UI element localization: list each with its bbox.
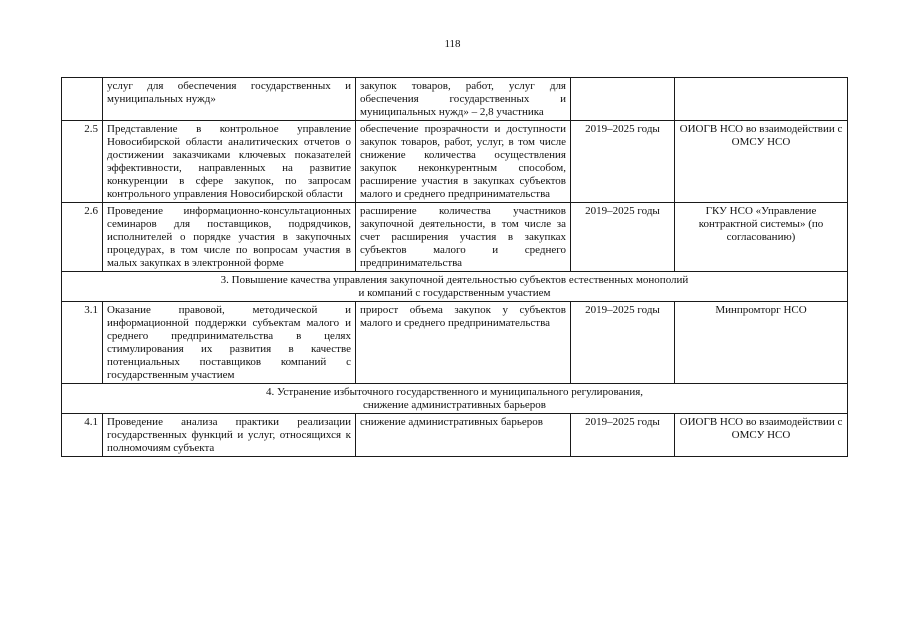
item-result: прирост объема закупок у субъектов малого и среднего предпринимательства — [356, 302, 571, 384]
item-responsible: ГКУ НСО «Управление контрактной системы» (по согласованию) — [675, 203, 848, 272]
section-heading-row — [62, 384, 848, 414]
section-heading-row — [62, 272, 848, 302]
item-activity: услуг для обеспечения государственных и муниципальных нужд» — [103, 78, 356, 121]
item-activity: Представление в контрольное управление Новосибирской области аналитических отчетов о достижении заказчиками ключевых показателей эффективности, направленных на развитие конкуренции в сфере закупок, по запросам контрольного управления Новосибирской области — [103, 121, 356, 203]
item-term: 2019–2025 годы — [571, 121, 675, 203]
section-heading-line: и компаний с государственным участием — [358, 287, 551, 299]
section-heading-line: снижение административных барьеров — [363, 399, 546, 411]
item-term: 2019–2025 годы — [571, 203, 675, 272]
item-responsible: ОИОГВ НСО во взаимодействии с ОМСУ НСО — [675, 121, 848, 203]
item-number — [62, 78, 103, 121]
table-row — [62, 78, 848, 121]
item-result: обеспечение прозрачности и доступности закупок товаров, работ, услуг, в том числе снижение количества осуществления закупок неконкурентным способом, расширение участия в закупках субъектов малого и среднего предпринимательства — [356, 121, 571, 203]
section-heading-line: 3. Повышение качества управления закупочной деятельностью субъектов естественных монополий — [220, 274, 689, 286]
item-activity: Проведение информационно-консультационных семинаров для поставщиков, подрядчиков, исполнителей о порядке участия в закупочных процедурах, в том числе по вопросам участия в малых закупках в электронной форме — [103, 203, 356, 272]
item-activity: Проведение анализа практики реализации государственных функций и услуг, относящихся к полномочиям субъекта — [103, 414, 356, 457]
item-responsible: Минпромторг НСО — [675, 302, 848, 384]
section-heading — [62, 384, 848, 414]
item-responsible: ОИОГВ НСО во взаимодействии с ОМСУ НСО — [675, 414, 848, 457]
item-number: 3.1 — [62, 302, 103, 384]
table-row — [62, 414, 848, 457]
item-number: 2.6 — [62, 203, 103, 272]
page-number: 118 — [444, 38, 461, 50]
item-responsible — [675, 78, 848, 121]
item-term: 2019–2025 годы — [571, 302, 675, 384]
item-number: 2.5 — [62, 121, 103, 203]
table-row — [62, 121, 848, 203]
section-heading — [62, 272, 848, 302]
item-result: снижение административных барьеров — [356, 414, 571, 457]
item-term — [571, 78, 675, 121]
table-row — [62, 302, 848, 384]
item-term: 2019–2025 годы — [571, 414, 675, 457]
item-activity: Оказание правовой, методической и информационной поддержки субъектам малого и среднего предпринимательства в целях стимулирования их развития в качестве потенциальных поставщиков компаний с государственным участием — [103, 302, 356, 384]
item-result: закупок товаров, работ, услуг для обеспечения государственных и муниципальных нужд» – 2,8 участника — [356, 78, 571, 121]
item-result: расширение количества участников закупочной деятельности, в том числе за счет расширения участия в закупках субъектов малого и среднего предпринимательства — [356, 203, 571, 272]
section-heading-line: 4. Устранение избыточного государственного и муниципального регулирования, — [265, 386, 644, 398]
item-number: 4.1 — [62, 414, 103, 457]
measures-table — [61, 77, 848, 457]
table-row — [62, 203, 848, 272]
